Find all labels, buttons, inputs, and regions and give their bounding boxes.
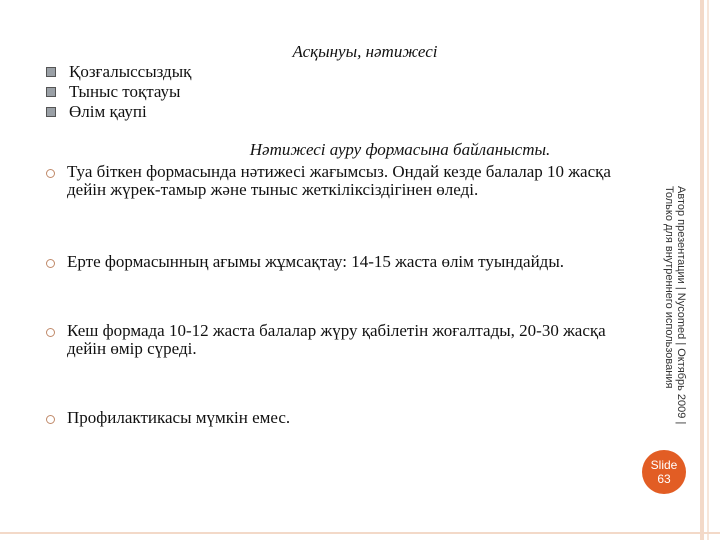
list-item	[46, 102, 191, 122]
frame-bottom-line	[0, 532, 720, 534]
slide-subtitle: Нәтижесі ауру формасына байланысты.	[249, 140, 551, 159]
circle-bullet-icon	[46, 328, 55, 337]
slide-badge-number: 63	[657, 472, 671, 486]
list-item-text: Тыныс тоқтауы	[69, 82, 181, 101]
outcome-text: Профилактикасы мүмкін емес.	[67, 408, 291, 427]
circle-bullet-icon	[46, 415, 55, 424]
circle-bullet-icon	[46, 259, 55, 268]
outcome-item	[46, 163, 646, 199]
frame-right-line-inner	[707, 0, 709, 540]
outcome-text: Ерте формасынның ағымы жұмсақтау: 14-15 жаста өлім туындайды.	[67, 252, 564, 271]
list-item-text: Қозғалыссыздық	[69, 62, 192, 81]
square-bullet-icon	[46, 107, 56, 117]
frame-right-line	[700, 0, 704, 540]
list-item	[46, 82, 191, 102]
list-item	[46, 62, 191, 82]
list-item-text: Өлім қаупі	[69, 102, 147, 121]
slide-title: Асқынуы, нәтижесі	[292, 42, 438, 61]
outcome-text: Туа біткен формасында нәтижесі жағымсыз. Ондай кезде балалар 10 жасқа дейін жүрек-тамыр және тыныс жеткіліксіздігінен өледі.	[67, 162, 611, 199]
square-bullet-icon	[46, 87, 56, 97]
outcome-text: Кеш формада 10-12 жаста балалар жүру қабілетін жоғалтады, 20-30 жасқа дейін өмір сүреді.	[67, 321, 606, 358]
outcome-item	[46, 253, 646, 271]
slide-number-badge	[642, 450, 686, 494]
complications-list	[46, 62, 191, 122]
square-bullet-icon	[46, 67, 56, 77]
slide-badge-label: Slide	[650, 458, 678, 472]
circle-bullet-icon	[46, 169, 55, 178]
vertical-footer-note: Автор презентации | Nycomed | Октябрь 2009 | Только для внутреннего использования	[663, 186, 687, 425]
outcome-item	[46, 409, 646, 427]
outcome-item	[46, 322, 646, 358]
